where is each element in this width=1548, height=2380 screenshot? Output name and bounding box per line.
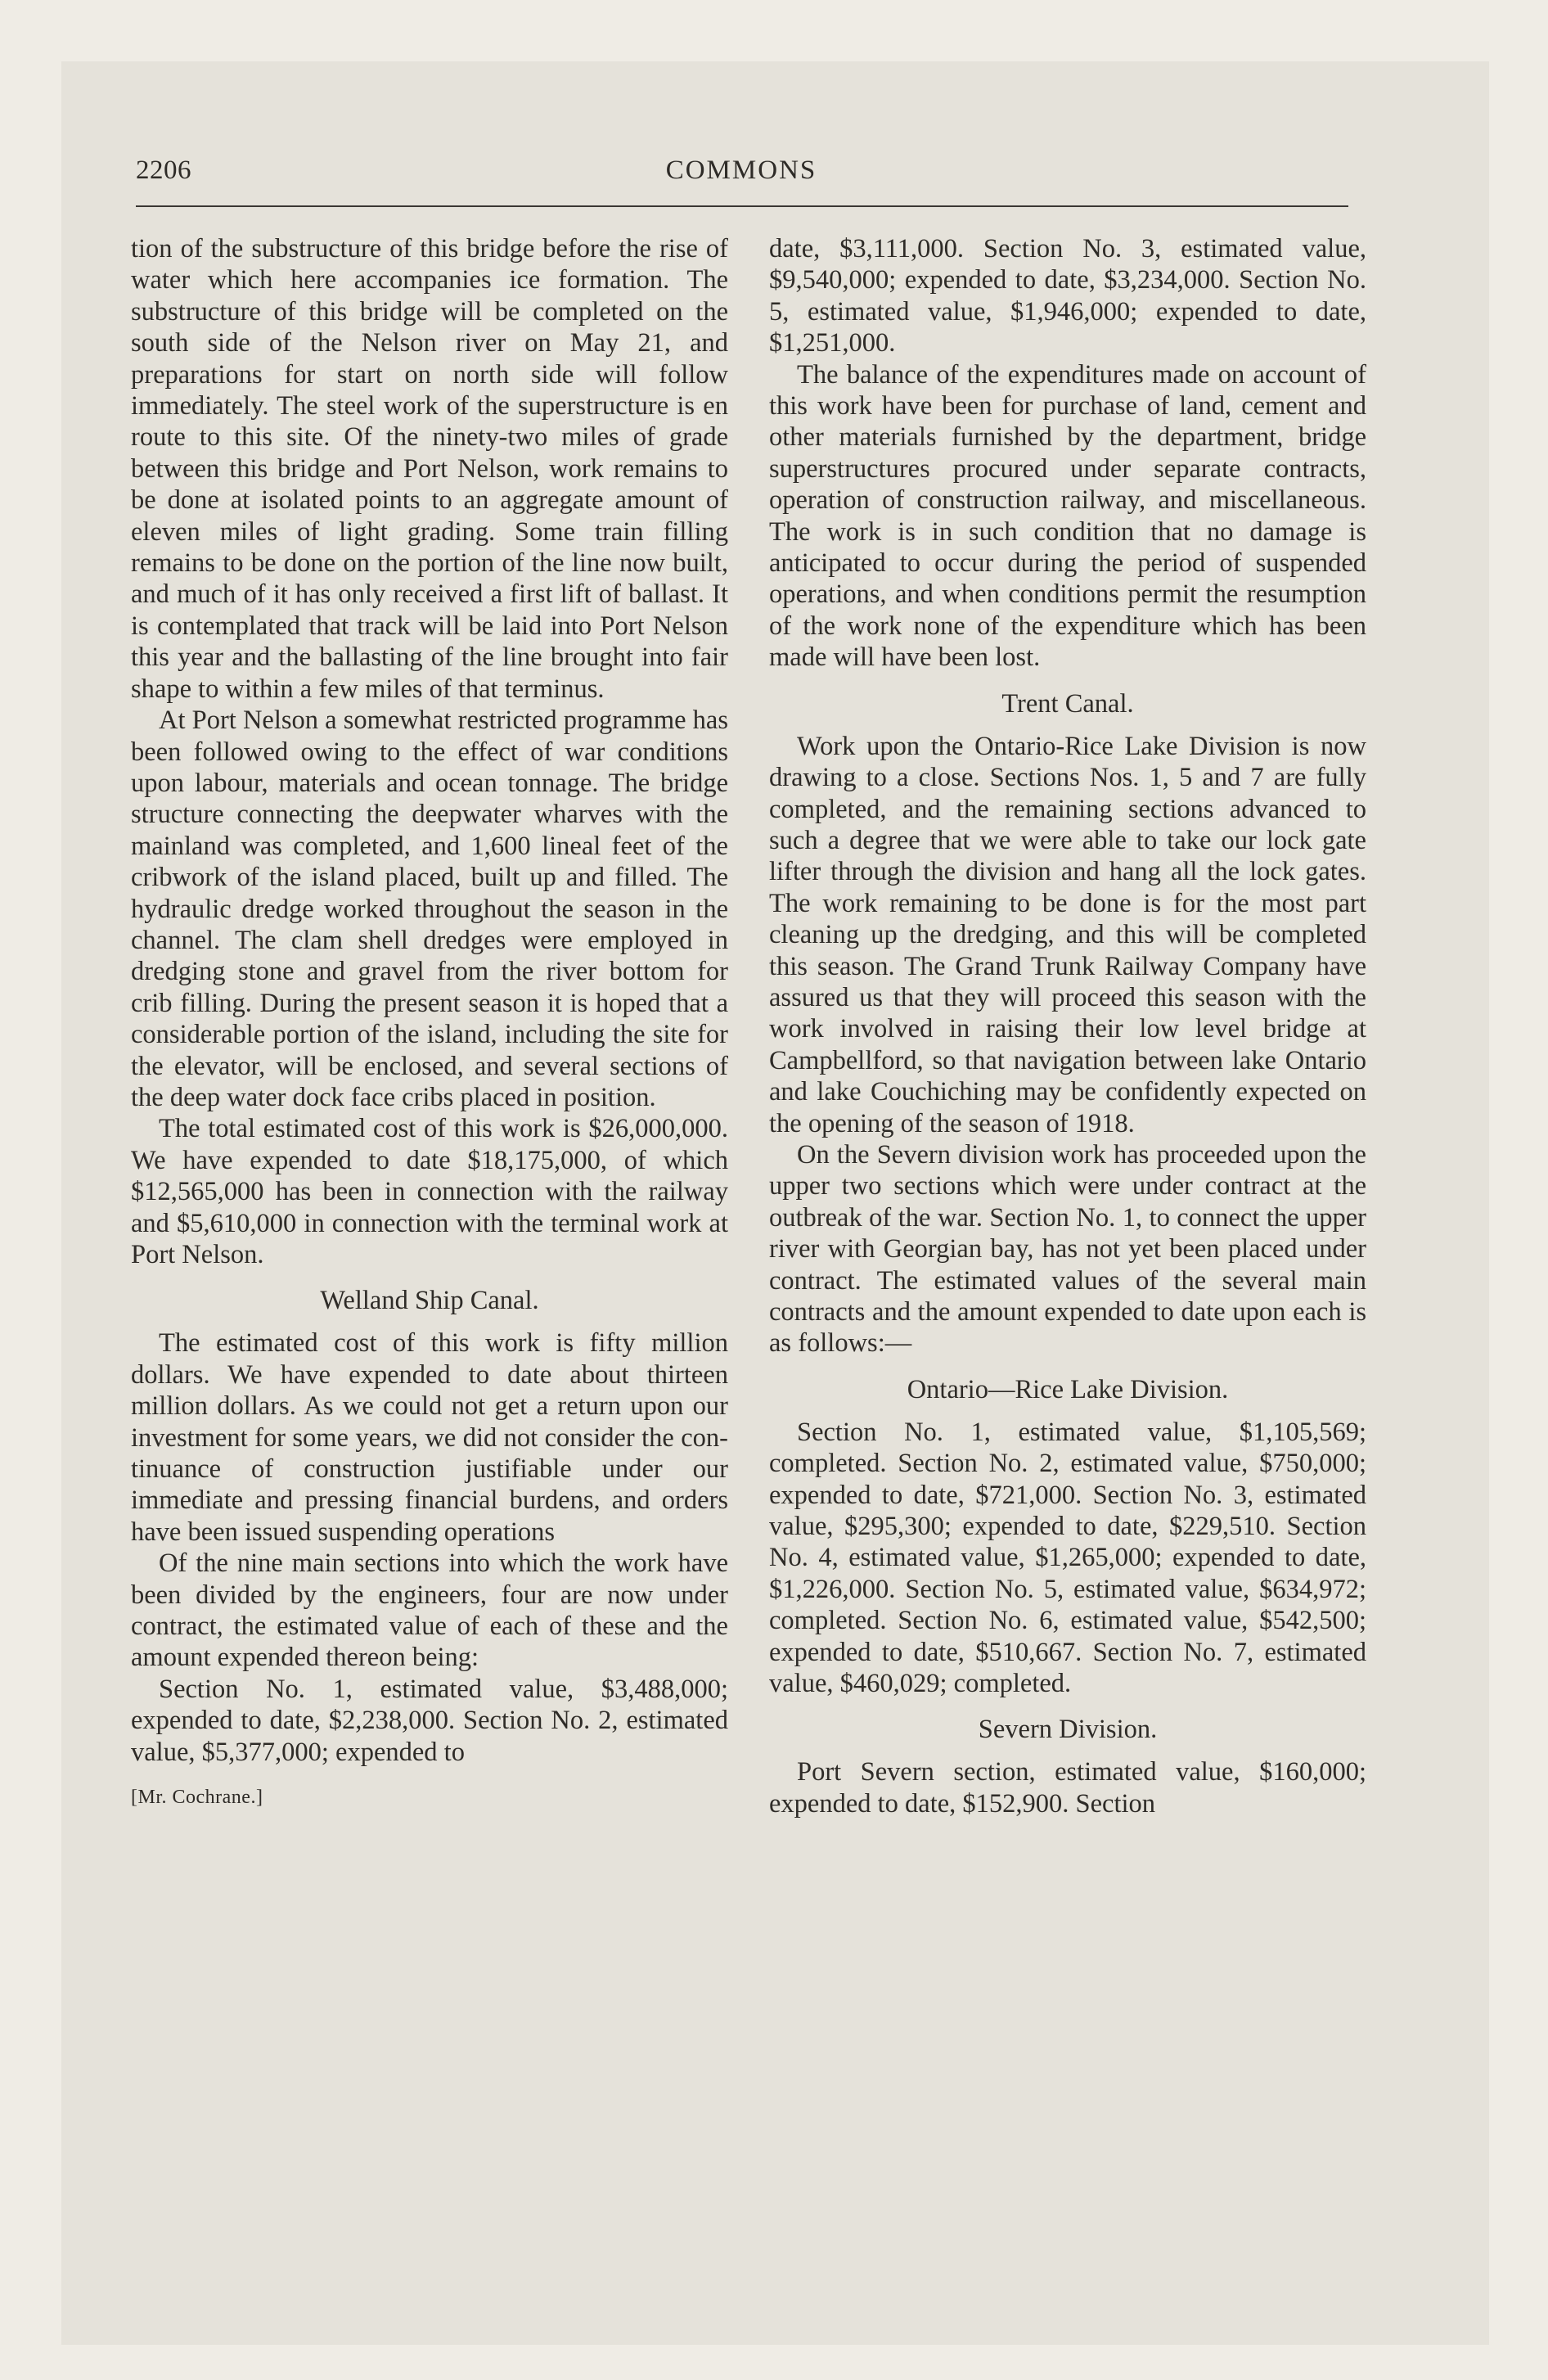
page-header [136,149,1347,198]
paragraph: Work upon the Ontario-Rice Lake Division is now drawing to a close. Sections Nos. 1, 5 and 7 are fully completed, and the remaining sections advanced to such a degree that we were able to take our lock gate lifter through the division and hang all the lock gates. The work remaining to be done is for the most part cleaning up the dredging, and this will be completed this season. The Grand Trunk Railway Company have assured us that they will proceed this season with the work involved in raising their low level bridge at Campbellford, so that navigation between lake Ontario and lake Couchiching may be confidently expected on the opening of the season of 1918. [769,731,1366,1138]
paragraph: Port Severn section, estimated value, $160,000; expended to date, $152,900. Section [769,1757,1366,1819]
page-number: 2206 [136,156,191,185]
paragraph: On the Severn division work has proceeded upon the upper two sections which were under contract at the outbreak of the war. Section No. 1, to connect the upper river with Georgian bay, has not yet been placed under contract. The estimated values of the several main contracts and the amount expended to date upon each is as follows:— [769,1139,1366,1359]
section-heading-severn: Severn Division. [978,1715,1158,1745]
right-column [769,233,1366,2312]
paragraph: Section No. 1, estimated value, $3,488,000; expended to date, $2,238,000. Section No. 2, estimated value, $5,377,000; expended to [131,1674,728,1767]
section-heading-trent: Trent Canal. [1001,688,1134,719]
header-rule [136,205,1348,207]
paragraph: tion of the substructure of this bridge before the rise of water which here accompanies ice formation. The substructure of this bridge will be completed on the south side of the Nelson river on May 21, and preparations for start on north side will follow immediately. The steel work of the superstructure is en route to this site. Of the ninety-two miles of grade between this bridge and Port Nelson, work remains to be done at isolated points to an aggregate amount of eleven miles of light grading. Some train filling remains to be done on the portion of the line now built, and much of it has only received a first lift of ballast. It is contemplated that track will be laid into Port Nelson this year and the ballasting of the line brought into fair shape to within a few miles of that terminus. [131,234,728,704]
paragraph: date, $3,111,000. Section No. 3, estimated value, $9,540,000; expended to date, $3,234,000. Section No. 5, estimated value, $1,946,000; expended to date, $1,251,000. [769,234,1366,358]
speaker-reference: [Mr. Cochrane.] [131,1787,263,1809]
running-head: COMMONS [665,156,817,185]
section-heading-ontario-rice-lake: Ontario—Rice Lake Division. [907,1374,1229,1404]
paragraph: The estimated cost of this work is fifty million dollars. We have expended to date about thirteen million dollars. As we could not get a return upon our investment for some years, we did not consider the continuance of construction justifiable under our immediate and pressing financial burdens, and orders have been issued suspending operations [131,1328,728,1547]
section-heading-welland: Welland Ship Canal. [320,1286,539,1316]
paragraph: At Port Nelson a somewhat restricted programme has been followed owing to the effect of war conditions upon labour, materials and ocean tonnage. The bridge structure connecting the deepwater wharves with the mainland was completed, and 1,600 lineal feet of the cribwork of the island placed, built up and filled. The hydraulic dredge worked throughout the season in the channel. The clam shell dredges were employed in dredging stone and gravel from the river bottom for crib filling. During the present season it is hoped that a considerable portion of the island, including the site for the elevator, will be enclosed, and several sections of the deep water dock face cribs placed in position. [131,705,728,1112]
paragraph: Of the nine main sections into which the work have been divided by the engineers, four are now under contract, the estimated value of each of these and the amount expended thereon being: [131,1548,728,1673]
left-column [131,233,728,2312]
paragraph: Section No. 1, estimated value, $1,105,569; completed. Section No. 2, estimated value, $750,000; expended to date, $721,000. Section No. 3, estimated value, $295,300; expended to date, $229,510. Section No. 4, estimated value, $1,265,000; expended to date, $1,226,000. Section No. 5, estimated value, $634,972; completed. Section No. 6, estimated value, $542,500; expended to date, $510,667. Section No. 7, estimated value, $460,029; completed. [769,1417,1366,1699]
paragraph: The balance of the expenditures made on account of this work have been for purchase of land, cement and other materials furnished by the department, bridge superstructures procured under separate contracts, operation of construction railway, and miscellaneous. The work is in such condition that no damage is anticipated to occur during the period of suspended operations, and when conditions permit the resumption of the work none of the expenditure which has been made will have been lost. [769,359,1366,673]
paragraph: The total estimated cost of this work is $26,000,000. We have expended to date $18,175,000, of which $12,565,000 has been in connection with the railway and $5,610,000 in connection with the terminal work at Port Nelson. [131,1114,728,1269]
